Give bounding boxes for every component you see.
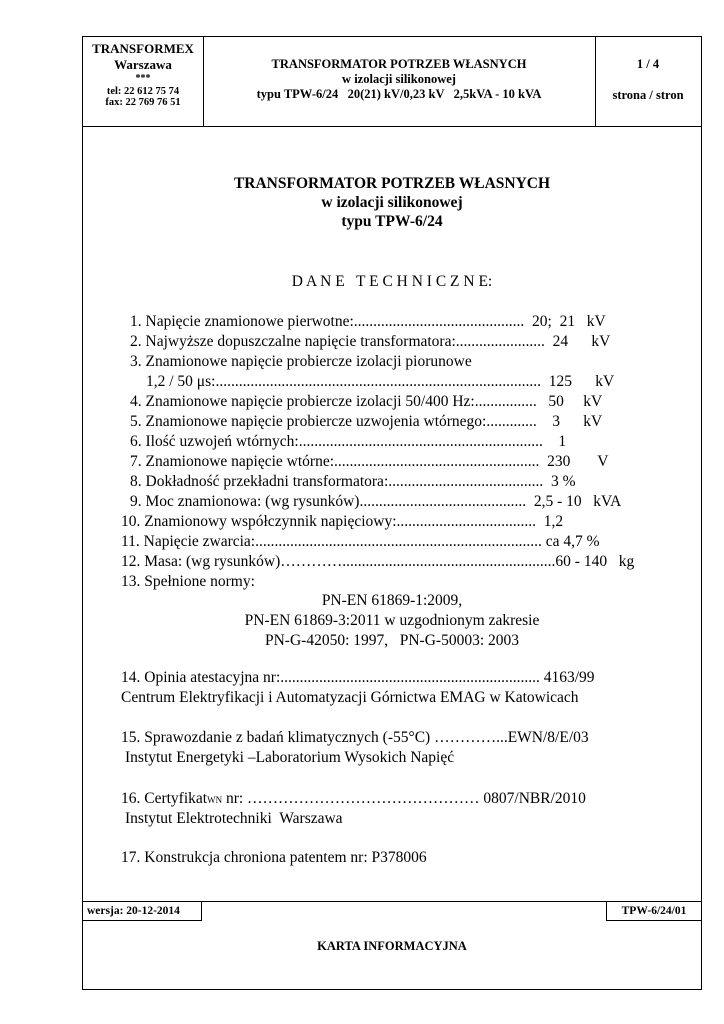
technical-item: 12. Masa: (wg rysunków)………….......................................................60 - 140 kg	[121, 553, 635, 570]
technical-item: 5. Znamionowe napięcie probiercze uzwojenia wtórnego:............. 3 kV	[130, 413, 603, 430]
item-15: 15. Sprawozdanie z badań klimatycznych (-55°C) …………...EWN/8/E/03	[121, 729, 589, 746]
technical-item: 6. Ilość uzwojeń wtórnych:............................................................... 1	[130, 433, 567, 450]
main-title-3: typu TPW-6/24	[341, 213, 443, 230]
document-frame	[82, 36, 702, 990]
company-name: TRANSFORMEX	[92, 41, 194, 56]
item-15-institution: Instytut Energetyki –Laboratorium Wysokich Napięć	[125, 749, 455, 766]
company-tel: tel: 22 612 75 74	[106, 86, 180, 97]
norm-line-2: PN-EN 61869-3:2011 w uzgodnionym zakresie	[244, 612, 540, 629]
item-14-institution: Centrum Elektryfikacji i Automatyzacji Górnictwa EMAG w Katowicach	[121, 689, 579, 706]
header-title-1: TRANSFORMATOR POTRZEB WŁASNYCH	[271, 57, 527, 71]
header-title-2: w izolacji silikonowej	[342, 72, 456, 86]
header-title-3: typu TPW-6/24 20(21) kV/0,23 kV 2,5kVA - 10 kVA	[256, 87, 542, 101]
technical-item: 3. Znamionowe napięcie probiercze izolacji piorunowe	[130, 353, 472, 370]
norm-line-1: PN-EN 61869-1:2009,	[321, 592, 463, 609]
norm-line-3: PN-G-42050: 1997, PN-G-50003: 2003	[264, 632, 520, 649]
main-title-2: w izolacji silikonowej	[321, 194, 463, 211]
company-block	[83, 37, 204, 126]
company-stars: ***	[135, 73, 151, 84]
technical-item: 2. Najwyższe dopuszczalne napięcie transformatora:....................... 24 kV	[130, 333, 611, 350]
technical-item: 13. Spełnione normy:	[121, 573, 255, 590]
item-16-subscript: WN	[207, 795, 223, 805]
doc-type: KARTA INFORMACYJNA	[317, 939, 467, 953]
technical-item: 7. Znamionowe napięcie wtórne:..................................................... 230 V	[130, 453, 609, 470]
version-label: wersja: 20-12-2014	[87, 905, 180, 917]
company-fax: fax: 22 769 76 51	[105, 97, 181, 108]
item-16	[121, 790, 586, 808]
version-box	[83, 902, 202, 921]
page-label: strona / stron	[612, 88, 684, 102]
main-title-1: TRANSFORMATOR POTRZEB WŁASNYCH	[233, 175, 551, 192]
technical-item: 4. Znamionowe napięcie probiercze izolacji 50/400 Hz:................ 50 kV	[130, 393, 603, 410]
item-16-label: 16. Certyfikat	[121, 790, 208, 807]
item-16-number: nr: ……………………………………… 0807/NBR/2010	[222, 790, 586, 807]
technical-item: 1,2 / 50 μs:.................................................................................... 125 kV	[146, 373, 615, 390]
technical-item: 1. Napięcie znamionowe pierwotne:............................................ 20; 21 kV	[130, 313, 606, 330]
footer	[83, 901, 701, 990]
item-16-institution: Instytut Elektrotechniki Warszawa	[125, 810, 343, 827]
header	[83, 37, 701, 127]
page-block	[595, 37, 701, 126]
technical-item: 9. Moc znamionowa: (wg rysunków)........................................... 2,5 - 10 kVA	[130, 493, 622, 510]
section-heading: D A N E T E C H N I C Z N E:	[291, 273, 493, 290]
technical-item: 8. Dokładność przekładni transformatora:........................................ 3 %	[130, 473, 576, 490]
technical-item: 11. Napięcie zwarcia:.......................................................................... ca 4,7 %	[121, 533, 600, 550]
doc-code: TPW-6/24/01	[621, 905, 687, 917]
item-14: 14. Opinia atestacyjna nr:................................................................... 4163/99	[121, 669, 595, 686]
item-17: 17. Konstrukcja chroniona patentem nr: P378006	[121, 849, 427, 866]
company-city: Warszawa	[114, 57, 172, 72]
doc-code-box	[606, 902, 701, 921]
header-title-block	[203, 37, 596, 126]
technical-item: 10. Znamionowy współczynnik napięciowy:.................................... 1,2	[121, 513, 564, 530]
page-number: 1 / 4	[636, 57, 660, 71]
